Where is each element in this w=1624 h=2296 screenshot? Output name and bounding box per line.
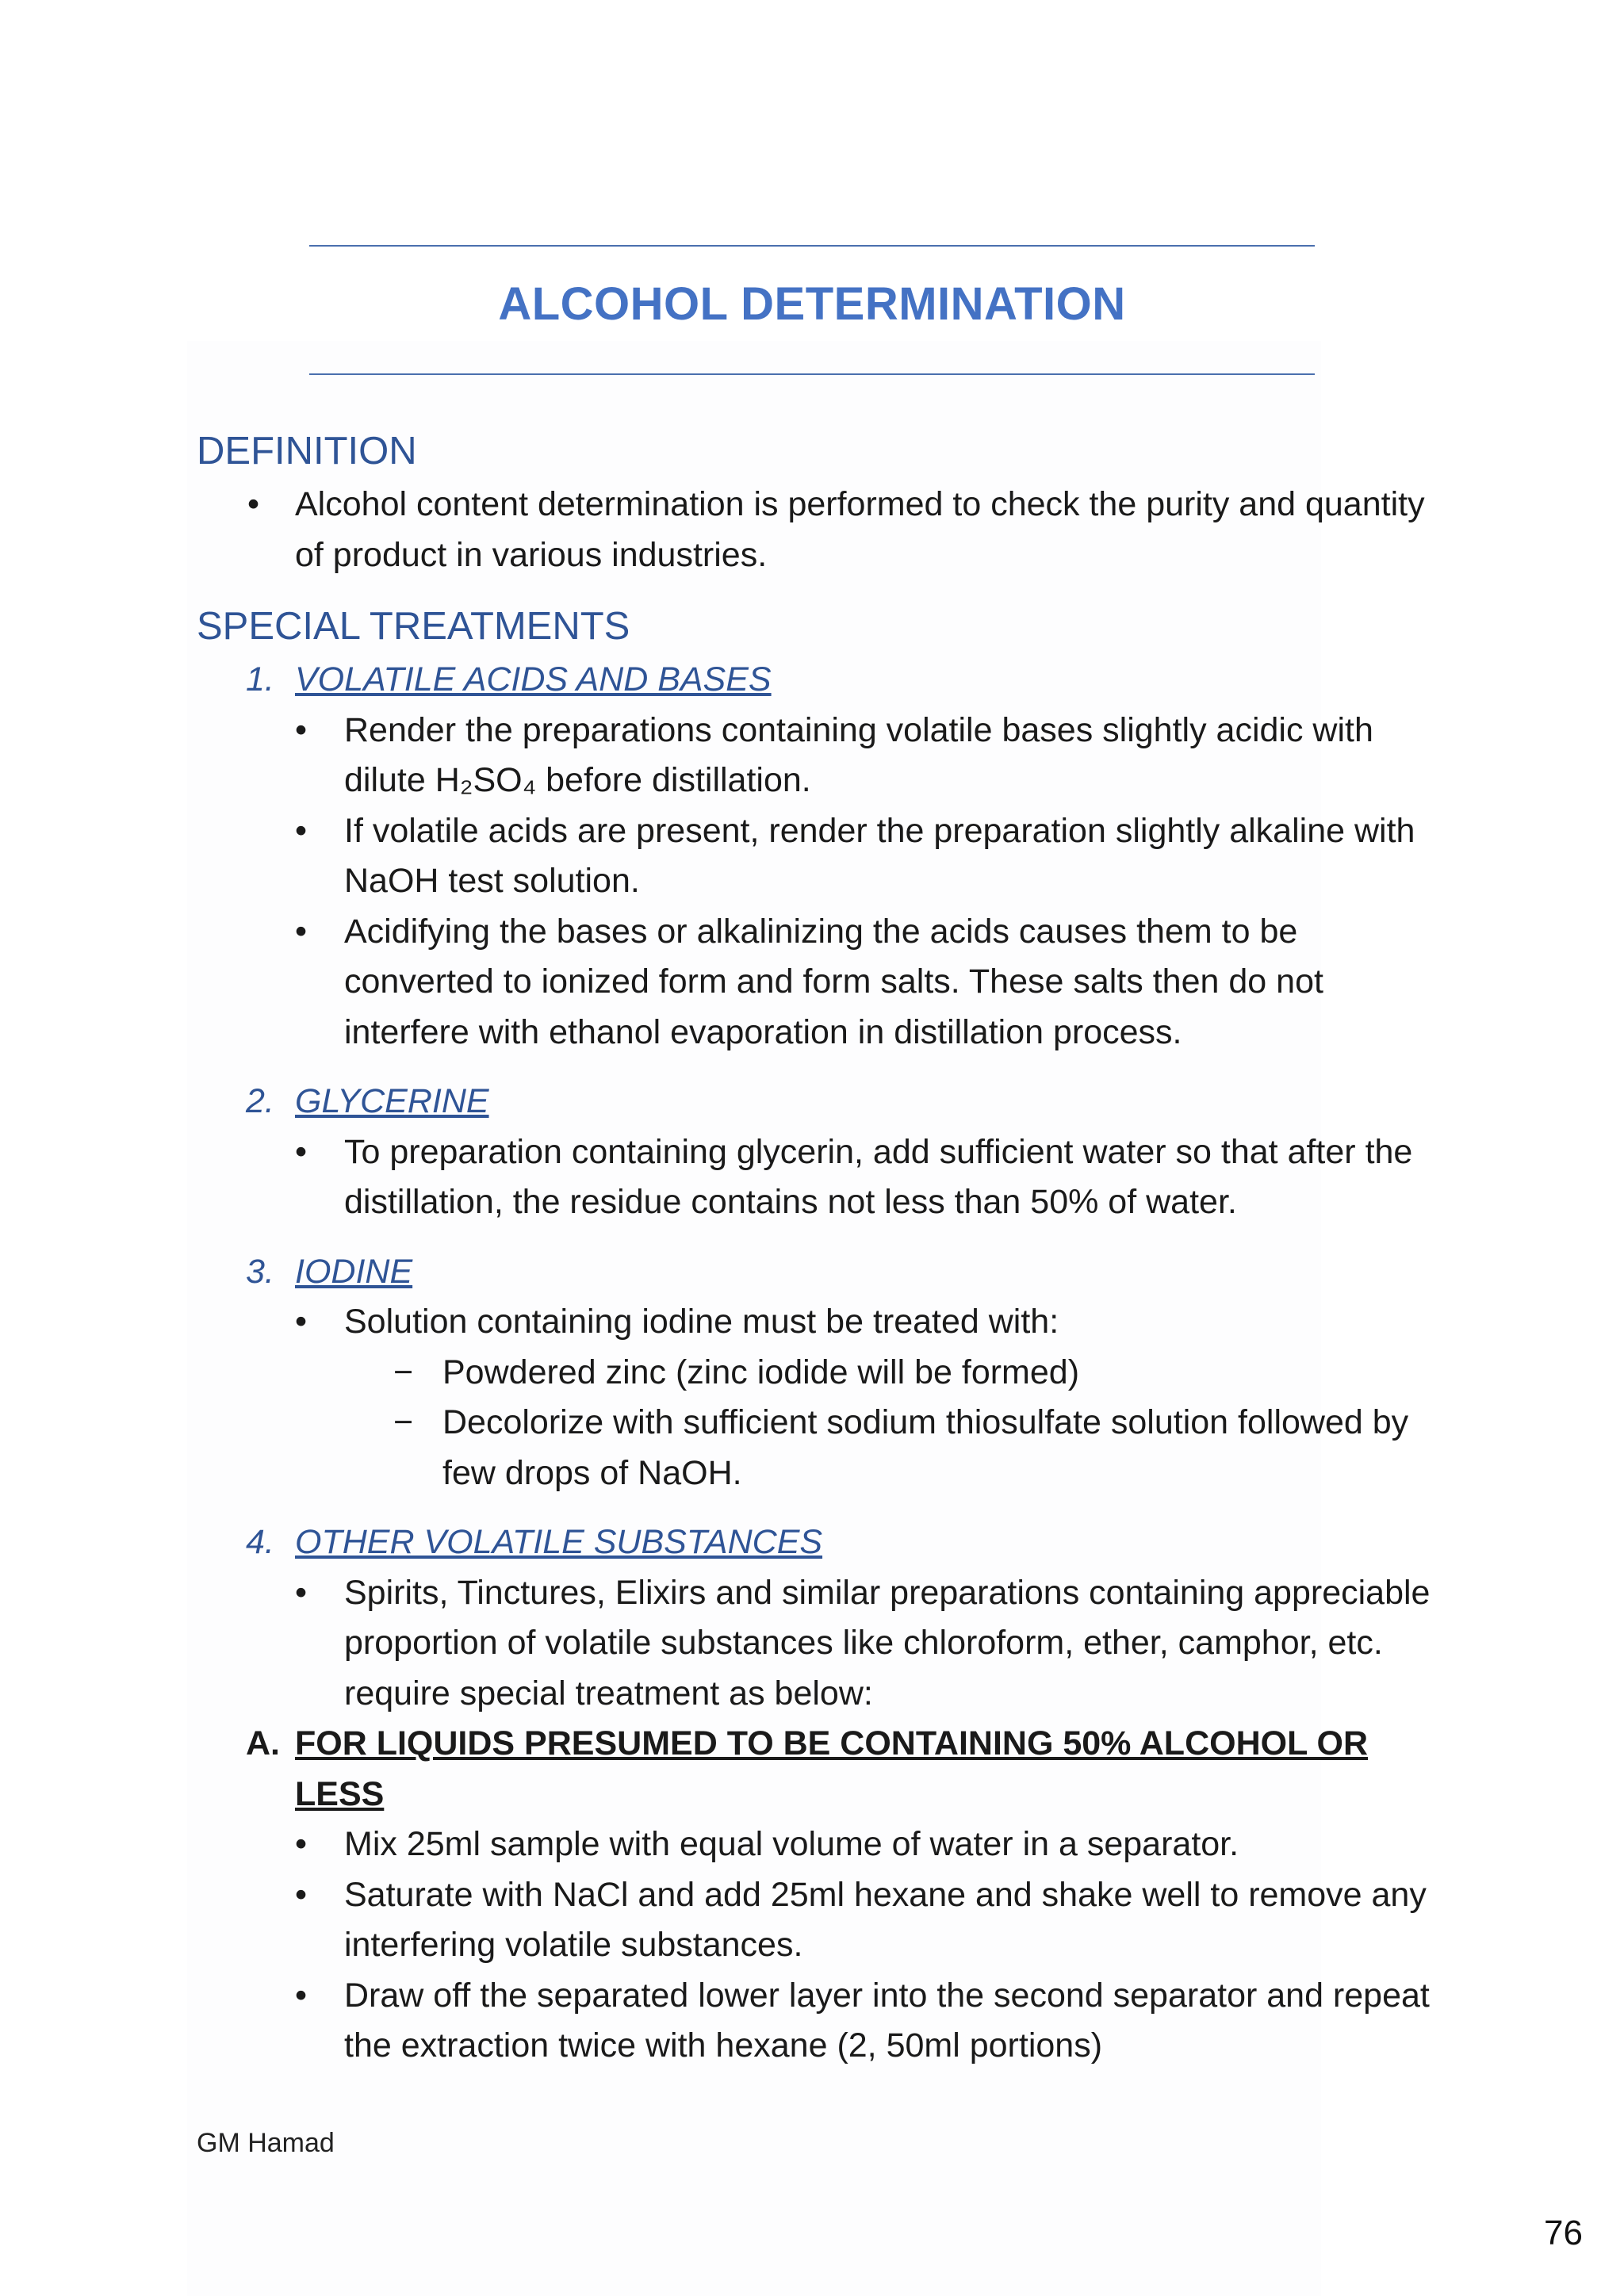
list-item-text: Saturate with NaCl and add 25ml hexane and shake well to remove any interfering volatile substances. xyxy=(344,1875,1427,1964)
item-number: 3. xyxy=(246,1252,274,1291)
subsection-bullets xyxy=(295,1820,1434,2072)
dash-icon: − xyxy=(393,1403,414,1441)
list-item xyxy=(295,706,1434,806)
list-item xyxy=(295,1971,1434,2072)
dash-item-text: Powdered zinc (zinc iodide will be formed) xyxy=(442,1353,1080,1391)
list-item xyxy=(295,1127,1434,1228)
bullet-icon: • xyxy=(295,1573,308,1612)
title-rule-top xyxy=(309,245,1315,247)
title-rule-bottom xyxy=(309,373,1315,375)
item-bullets xyxy=(295,1568,1434,1720)
list-item-text: Draw off the separated lower layer into the second separator and repeat the extraction twice with hexane (2, 50ml portions) xyxy=(344,1976,1430,2064)
item-title: OTHER VOLATILE SUBSTANCES xyxy=(295,1523,823,1561)
subsection-title: FOR LIQUIDS PRESUMED TO BE CONTAINING 50% ALCOHOL OR LESS xyxy=(295,1724,1369,1813)
list-item xyxy=(197,480,1434,580)
list-item-text: To preparation containing glycerin, add sufficient water so that after the distillation, the residue contains not less than 50% of water. xyxy=(344,1132,1413,1221)
section-heading-definition: DEFINITION xyxy=(197,430,417,473)
bullet-icon: • xyxy=(295,1976,308,2015)
dash-icon: − xyxy=(393,1353,414,1391)
list-item-text: Mix 25ml sample with equal volume of water in a separator. xyxy=(344,1825,1239,1863)
list-item-text: Alcohol content determination is performed to check the purity and quantity of product in various industries. xyxy=(295,485,1425,574)
bullet-icon: • xyxy=(295,1825,308,1863)
subsection-letter: A. xyxy=(246,1724,280,1762)
item-title: GLYCERINE xyxy=(295,1082,489,1120)
treatment-item-other-volatile xyxy=(197,1517,1434,1719)
dash-item-text: Decolorize with sufficient sodium thiosulfate solution followed by few drops of NaOH. xyxy=(442,1403,1409,1492)
list-item xyxy=(295,907,1434,1058)
dash-list xyxy=(344,1348,1434,1499)
page-number: 76 xyxy=(1544,2214,1583,2252)
page-title: ALCOHOL DETERMINATION xyxy=(498,278,1126,330)
special-treatments-list xyxy=(197,655,1434,1719)
footer-author: GM Hamad xyxy=(197,2128,335,2158)
item-bullets xyxy=(295,1297,1434,1498)
list-item-text: If volatile acids are present, render the preparation slightly alkaline with NaOH test solution. xyxy=(344,811,1415,900)
item-title: VOLATILE ACIDS AND BASES xyxy=(295,660,772,698)
bullet-icon: • xyxy=(295,1875,308,1914)
list-item xyxy=(295,1297,1434,1498)
bullet-icon: • xyxy=(295,912,308,951)
item-bullets xyxy=(295,1127,1434,1228)
list-item xyxy=(295,1820,1434,1870)
list-item-text: Render the preparations containing volatile bases slightly acidic with dilute H₂SO₄ before distillation. xyxy=(344,710,1373,799)
bullet-icon: • xyxy=(247,485,260,523)
document-body xyxy=(197,423,1434,2072)
treatment-item-glycerine xyxy=(197,1077,1434,1228)
list-item xyxy=(295,1568,1434,1720)
item-number: 4. xyxy=(246,1523,274,1561)
item-number: 2. xyxy=(246,1082,274,1120)
section-heading-special-treatments: SPECIAL TREATMENTS xyxy=(197,605,630,648)
bullet-icon: • xyxy=(295,1303,308,1341)
list-item-text: Acidifying the bases or alkalinizing the acids causes them to be converted to ionized form and form salts. These salts then do not interfere with ethanol evaporation in distillation process. xyxy=(344,912,1323,1051)
list-item-text: Solution containing iodine must be treated with: xyxy=(344,1303,1059,1341)
list-item xyxy=(295,806,1434,907)
treatment-item-iodine xyxy=(197,1247,1434,1499)
list-item xyxy=(295,1870,1434,1971)
item-title: IODINE xyxy=(295,1252,413,1291)
bullet-icon: • xyxy=(295,811,308,850)
item-bullets xyxy=(295,706,1434,1058)
subsection-a xyxy=(197,1719,1434,2072)
dash-item xyxy=(344,1348,1434,1399)
list-item-text: Spirits, Tinctures, Elixirs and similar preparations containing appreciable proportion of volatile substances like chloroform, ether, camphor, etc. require special treatment as below: xyxy=(344,1573,1431,1712)
bullet-icon: • xyxy=(295,1132,308,1171)
dash-item xyxy=(344,1398,1434,1498)
bullet-icon: • xyxy=(295,710,308,749)
definition-list xyxy=(197,480,1434,580)
treatment-item-volatile-acids-bases xyxy=(197,655,1434,1058)
item-number: 1. xyxy=(246,660,274,698)
